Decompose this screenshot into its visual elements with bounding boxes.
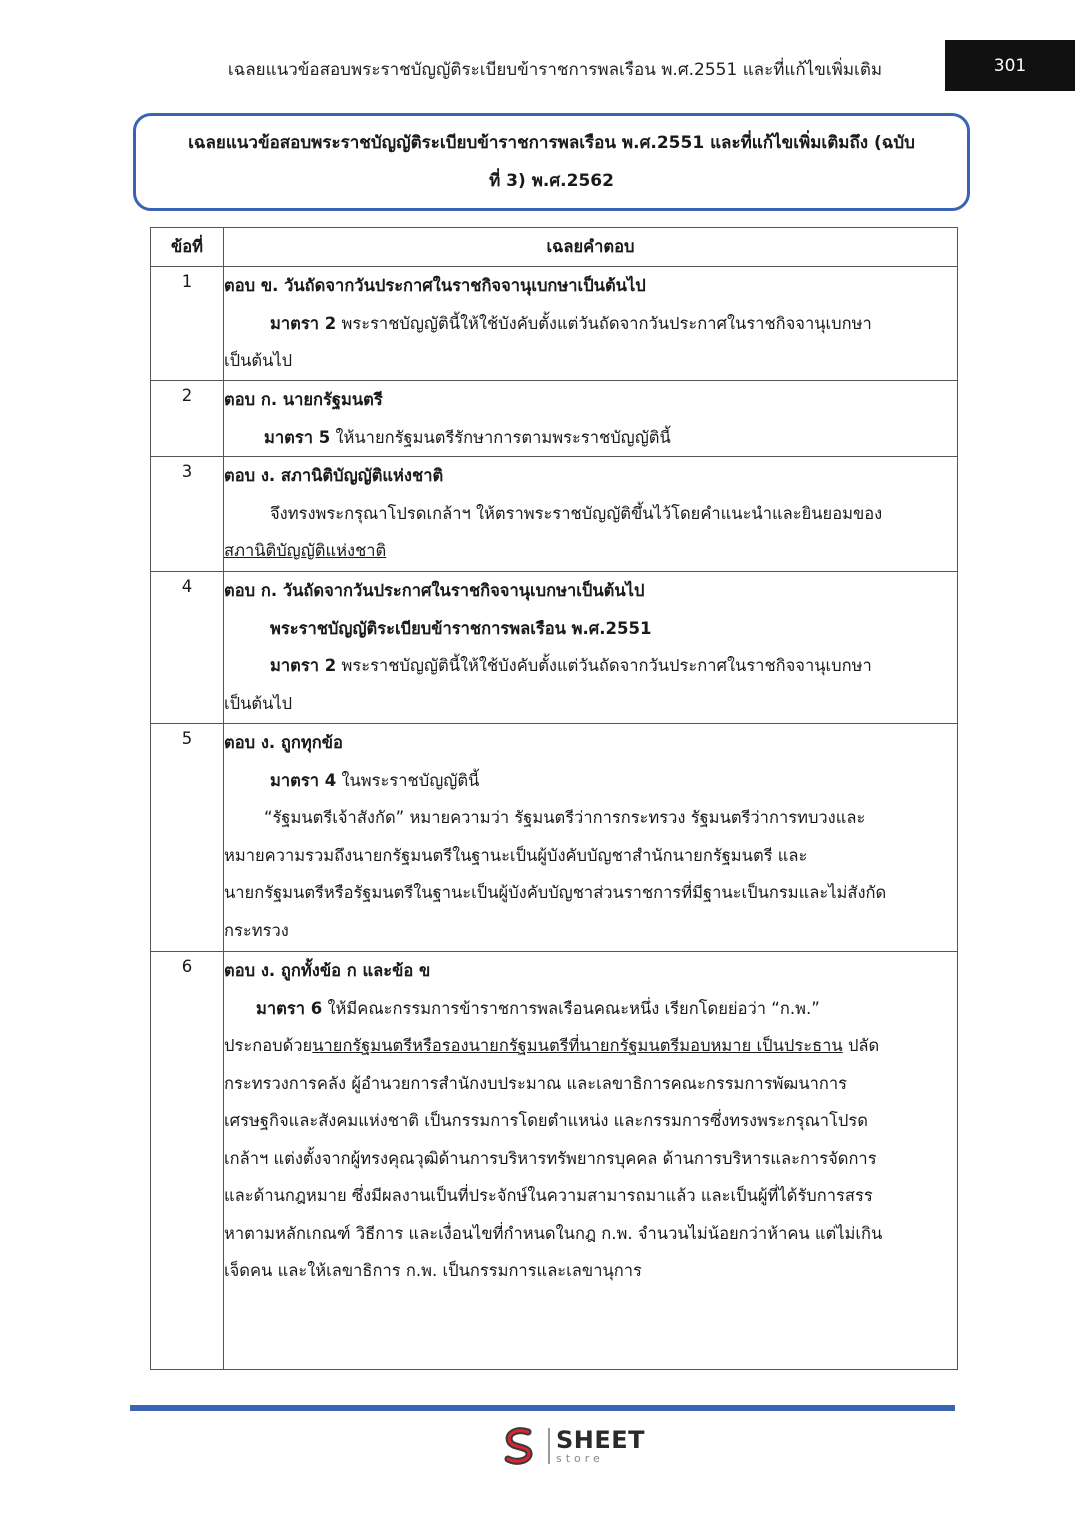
explanation-line: หมายความรวมถึงนายกรัฐมนตรีในฐานะเป็นผู้บังคับบัญชาสำนักนายกรัฐมนตรี และ	[224, 845, 808, 865]
table-row	[151, 572, 958, 724]
explanation-line: “รัฐมนตรีเจ้าสังกัด” หมายความว่า รัฐมนตรีว่าการกระทรวง รัฐมนตรีว่าการทบวงและ	[264, 808, 866, 827]
explanation-line	[224, 1027, 957, 1065]
explanation-line: หาตามหลักเกณฑ์ วิธีการ และเงื่อนไขที่กำหนดในกฎ ก.พ. จำนวนไม่น้อยกว่าห้าคน แต่ไม่เกิน	[224, 1223, 883, 1243]
logo-sub-text: store	[556, 1452, 604, 1465]
row-number: 1	[151, 267, 224, 381]
answer-choice: ตอบ ข. วันถัดจากวันประกาศในราชกิจจานุเบกษาเป็นต้นไป	[224, 276, 646, 295]
explanation-line: และด้านกฎหมาย ซึ่งมีผลงานเป็นที่ประจักษ์ในความสามารถมาแล้ว และเป็นผู้ที่ได้รับการสรร	[224, 1186, 873, 1205]
section-text: ปลัด	[842, 1036, 880, 1055]
answer-table	[150, 227, 958, 1370]
section-label: มาตรา 4	[270, 770, 337, 790]
document-title-box	[133, 113, 970, 211]
explanation-line: จึงทรงพระกรุณาโปรดเกล้าฯ ให้ตราพระราชบัญญัติขึ้นไว้โดยคำแนะนำและยินยอมของ	[270, 503, 883, 523]
explanation-line: นายกรัฐมนตรีหรือรัฐมนตรีในฐานะเป็นผู้บังคับบัญชาส่วนราชการที่มีฐานะเป็นกรมและไม่สังกัด	[224, 883, 887, 902]
logo-text	[556, 1428, 645, 1464]
table-row	[151, 381, 958, 457]
section-label: มาตรา 6	[256, 998, 323, 1018]
explanation-line: เศรษฐกิจและสังคมแห่งชาติ เป็นกรรมการโดยตำแหน่ง และกรรมการซึ่งทรงพระกรุณาโปรด	[224, 1111, 868, 1130]
explanation-line	[224, 647, 957, 685]
row-number: 6	[151, 952, 224, 1370]
section-text: ให้นายกรัฐมนตรีรักษาการตามพระราชบัญญัตินี้	[335, 427, 671, 447]
sheet-store-logo	[498, 1424, 645, 1468]
explanation-line-underlined: สภานิติบัญญัติแห่งชาติ	[224, 541, 387, 560]
answer-choice: ตอบ ก. นายกรัฐมนตรี	[224, 390, 383, 409]
table-row	[151, 724, 958, 952]
underlined-text: นายกรัฐมนตรีหรือรองนายกรัฐมนตรีที่นายกรัฐมนตรีมอบหมาย เป็นประธาน	[312, 1036, 843, 1055]
section-text: ในพระราชบัญญัตินี้	[341, 770, 480, 790]
section-text: พระราชบัญญัตินี้ให้ใช้บังคับตั้งแต่วันถัดจากวันประกาศในราชกิจจานุเบกษา	[341, 313, 872, 333]
row-answer-cell	[224, 457, 958, 572]
document-title-line-2: ที่ 3) พ.ศ.2562	[489, 171, 614, 191]
table-row	[151, 952, 958, 1370]
table-row	[151, 457, 958, 572]
explanation-line: เป็นต้นไป	[224, 351, 293, 370]
page-number: 301	[945, 40, 1075, 91]
row-number: 2	[151, 381, 224, 457]
row-answer-cell	[224, 952, 958, 1370]
explanation-line	[224, 419, 957, 457]
answer-choice: ตอบ ง. ถูกทั้งข้อ ก และข้อ ข	[224, 961, 431, 980]
explanation-line: กระทรวงการคลัง ผู้อำนวยการสำนักงบประมาณ และเลขาธิการคณะกรรมการพัฒนาการ	[224, 1073, 847, 1093]
table-row	[151, 267, 958, 381]
column-header-number: ข้อที่	[151, 228, 224, 267]
running-header: เฉลยแนวข้อสอบพระราชบัญญัติระเบียบข้าราชการพลเรือน พ.ศ.2551 และที่แก้ไขเพิ่มเติม	[227, 60, 883, 80]
logo-main-text: SHEET	[556, 1426, 646, 1454]
explanation-line	[224, 305, 957, 343]
logo-divider	[548, 1428, 550, 1464]
footer-accent-bar	[130, 1405, 955, 1411]
column-header-answer: เฉลยคำตอบ	[224, 228, 958, 267]
section-label: มาตรา 2	[270, 656, 337, 675]
document-title-line-1: เฉลยแนวข้อสอบพระราชบัญญัติระเบียบข้าราชการพลเรือน พ.ศ.2551 และที่แก้ไขเพิ่มเติมถึง (ฉบับ	[188, 133, 915, 153]
explanation-line	[224, 762, 957, 800]
answer-choice: ตอบ ง. สภานิติบัญญัติแห่งชาติ	[224, 466, 444, 485]
explanation-line	[224, 990, 957, 1028]
sheet-store-logo-icon	[498, 1424, 542, 1468]
section-text: ให้มีคณะกรรมการข้าราชการพลเรือนคณะหนึ่ง เรียกโดยย่อว่า “ก.พ.”	[327, 998, 820, 1018]
section-text: ประกอบด้วย	[224, 1036, 313, 1055]
row-answer-cell	[224, 572, 958, 724]
section-label: มาตรา 5	[264, 427, 331, 447]
section-text: พระราชบัญญัตินี้ให้ใช้บังคับตั้งแต่วันถัดจากวันประกาศในราชกิจจานุเบกษา	[341, 656, 872, 675]
row-answer-cell	[224, 724, 958, 952]
row-number: 3	[151, 457, 224, 572]
explanation-line: เจ็ดคน และให้เลขาธิการ ก.พ. เป็นกรรมการและเลขานุการ	[224, 1261, 642, 1280]
row-number: 5	[151, 724, 224, 952]
section-label: มาตรา 2	[270, 313, 337, 333]
answer-choice: ตอบ ง. ถูกทุกข้อ	[224, 733, 343, 752]
explanation-line: กระทรวง	[224, 920, 289, 940]
act-name: พระราชบัญญัติระเบียบข้าราชการพลเรือน พ.ศ.2551	[270, 618, 652, 638]
table-header-row	[151, 228, 958, 267]
row-answer-cell	[224, 381, 958, 457]
explanation-line: เป็นต้นไป	[224, 693, 293, 713]
row-answer-cell	[224, 267, 958, 381]
row-number: 4	[151, 572, 224, 724]
explanation-line: เกล้าฯ แต่งตั้งจากผู้ทรงคุณวุฒิด้านการบริหารทรัพยากรบุคคล ด้านการบริหารและการจัดการ	[224, 1148, 877, 1168]
answer-choice: ตอบ ก. วันถัดจากวันประกาศในราชกิจจานุเบกษาเป็นต้นไป	[224, 581, 645, 600]
